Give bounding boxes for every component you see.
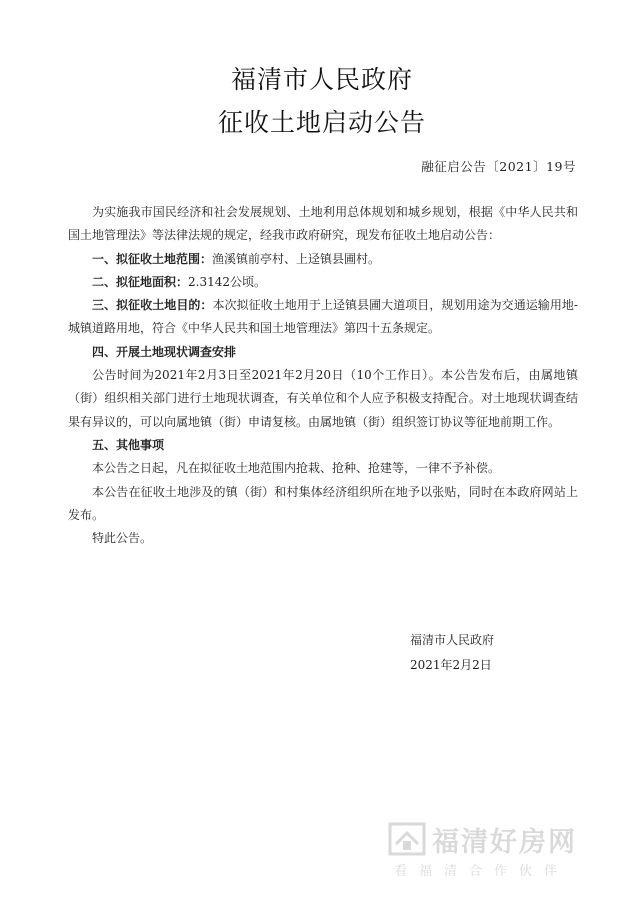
issuer-signature: 福清市人民政府	[410, 633, 495, 647]
section-1-text: 渔溪镇前亭村、上迳镇县圃村。	[212, 251, 381, 266]
section-5-heading: 五、其他事项	[92, 437, 165, 452]
watermark	[388, 820, 618, 884]
section-4-heading: 四、开展土地现状调查安排	[92, 344, 237, 359]
intro-paragraph: 为实施我市国民经济和社会发展规划、土地利用总体规划和城乡规划，根据《中华人民共和国土地管理法》等法律法规的规定，经我市政府研究，现发布征收土地启动公告：	[68, 205, 578, 243]
section-5-text-2: 本公告在征收土地涉及的镇（街）和村集体经济组织所在地予以张贴，同时在本政府网站上发布。	[68, 484, 578, 522]
document-body	[68, 201, 578, 550]
closing-line: 特此公告。	[92, 531, 153, 546]
watermark-slogan: 看福清合作伙伴	[394, 864, 570, 879]
title-line-2: 征收土地启动公告	[217, 108, 426, 137]
section-5-text-1: 本公告之日起，凡在拟征收土地范围内抢栽、抢种、抢建等，一律不予补偿。	[92, 461, 501, 476]
watermark-site-name: 福清好房网	[432, 827, 577, 858]
issue-date: 2021年2月2日	[410, 658, 492, 672]
section-5-heading-line	[68, 434, 578, 457]
section-1	[68, 248, 578, 271]
house-frame-icon	[388, 822, 426, 856]
section-3-text: 本次拟征收土地用于上迳镇县圃大道项目，规划用途为交通运输用地-城镇道路用地，符合《中华人民共和国土地管理法》第四十五条规定。	[68, 298, 578, 336]
section-2-text: 2.3142公顷。	[188, 274, 267, 289]
section-4-heading-line	[68, 341, 578, 364]
section-3-heading: 三、拟征收土地目的：	[92, 298, 213, 313]
section-1-heading: 一、拟征收土地范围：	[92, 251, 213, 266]
section-4-text: 公告时间为2021年2月3日至2021年2月20日（10个工作日）。本公告发布后，由属地镇（街）组织相关部门进行土地现状调查，有关单位和个人应予积极支持配合。对土地现状调查结果有异议的，可以向属地镇（街）申请复核。由属地镇（街）组织签订协议等征地前期工作。	[68, 368, 578, 429]
section-2-heading: 二、拟征地面积：	[92, 274, 189, 289]
section-3	[68, 294, 578, 341]
section-2	[68, 271, 578, 294]
title-line-1: 福清市人民政府	[230, 65, 413, 94]
document-number: 融征启公告〔2021〕19号	[421, 159, 576, 174]
